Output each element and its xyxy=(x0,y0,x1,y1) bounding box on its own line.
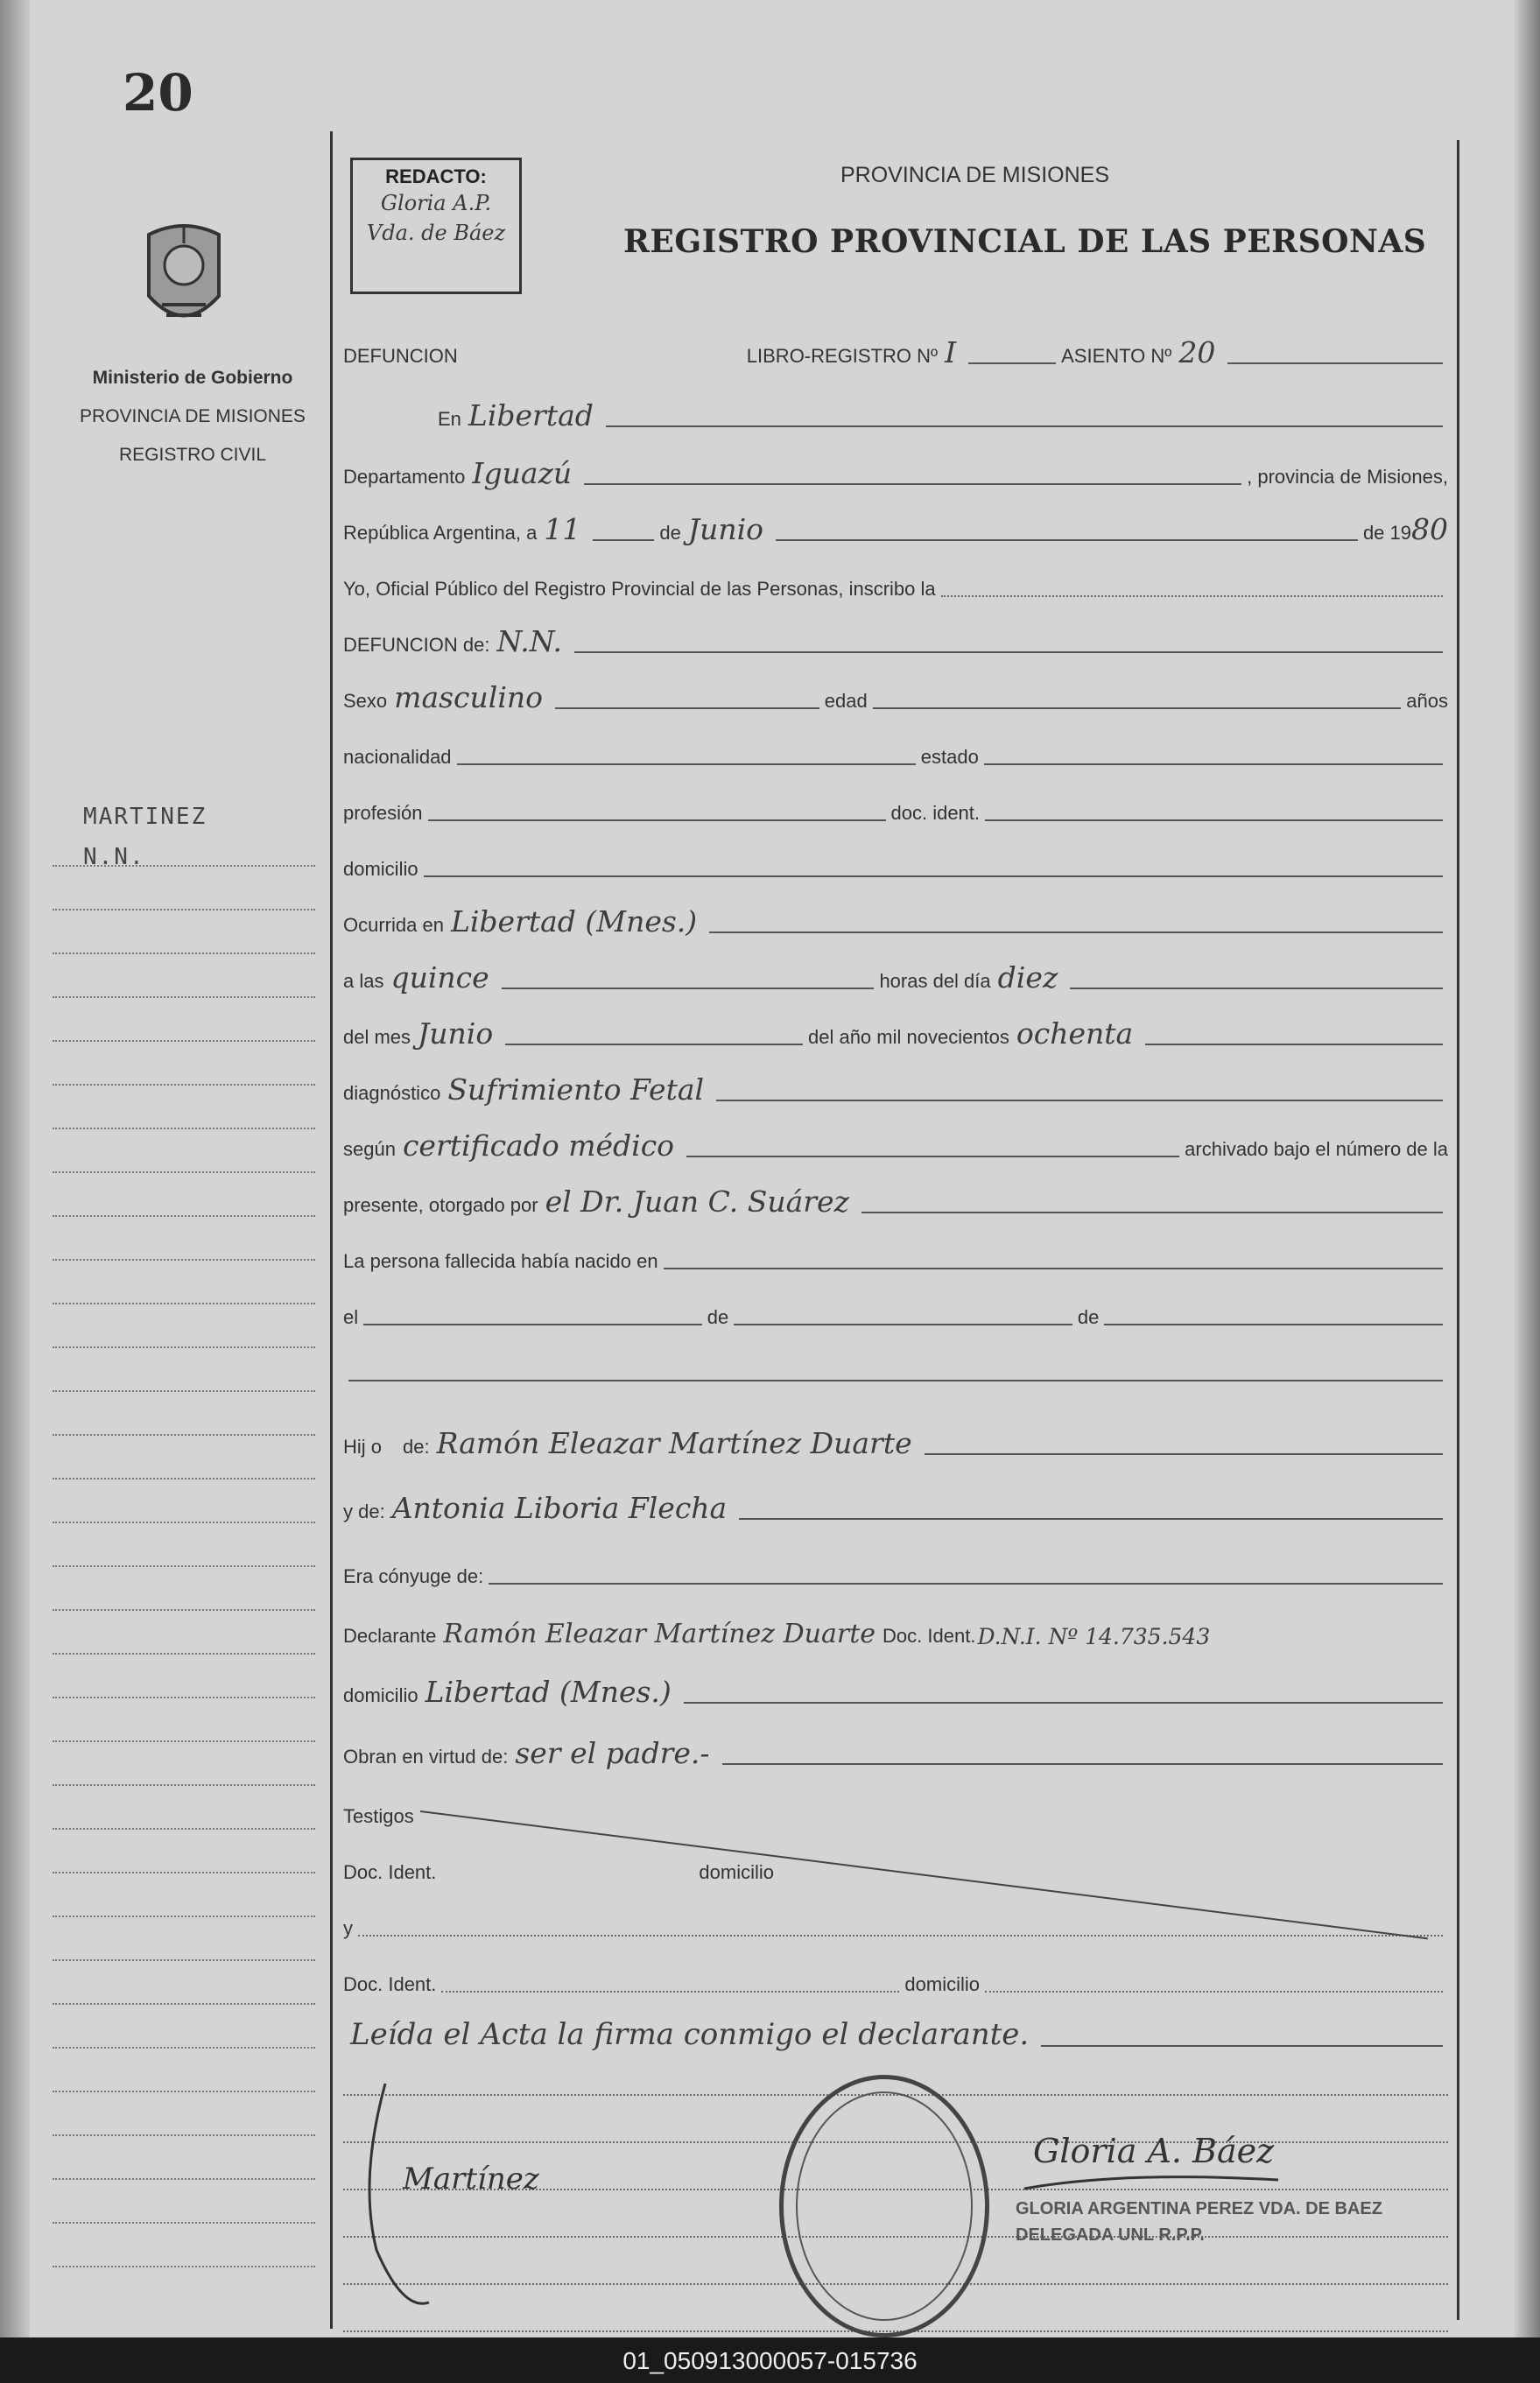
declarant-signature xyxy=(350,2075,560,2320)
declarante-label: Declarante xyxy=(343,1625,437,1647)
row-hora xyxy=(343,954,1448,995)
del-anio-value: ochenta xyxy=(1016,1016,1134,1051)
decl-doc-label: Doc. Ident. xyxy=(883,1625,976,1647)
row-defuncion-de xyxy=(343,618,1448,658)
ocurrida-label: Ocurrida en xyxy=(343,914,444,936)
ministry-province: PROVINCIA DE MISIONES xyxy=(80,406,306,426)
estado-label: estado xyxy=(920,746,979,768)
sexo-label: Sexo xyxy=(343,690,388,712)
a-las-label: a las xyxy=(343,970,384,992)
row-y xyxy=(343,1901,1448,1942)
segun-label: según xyxy=(343,1138,396,1160)
ministry-name: Ministerio de Gobierno xyxy=(92,368,293,388)
segun-value: certificado médico xyxy=(402,1128,675,1163)
seal-caption xyxy=(1016,2196,1382,2248)
hijo-de-label: de: xyxy=(403,1436,430,1458)
defuncion-de-value: N.N. xyxy=(496,624,562,658)
coat-of-arms-icon xyxy=(131,217,236,340)
declarant-signature-text: Martínez xyxy=(403,2162,539,2197)
conyuge-label: Era cónyuge de: xyxy=(343,1565,484,1587)
obran-label: Obran en virtud de: xyxy=(343,1746,509,1768)
decl-doc-value: D.N.I. Nº 14.735.543 xyxy=(977,1624,1211,1649)
redacto-box xyxy=(350,158,522,294)
header-registry: REGISTRO PROVINCIAL DE LAS PERSONAS xyxy=(623,223,1427,260)
row-decl-domicilio xyxy=(343,1669,1448,1709)
y-de-value: Antonia Liboria Flecha xyxy=(391,1491,728,1525)
presente-value: el Dr. Juan C. Suárez xyxy=(545,1184,849,1219)
decl-domicilio-label: domicilio xyxy=(343,1684,418,1706)
row-obran xyxy=(343,1730,1448,1770)
seal-caption-line2: DELEGADA UNL R.P.P. xyxy=(1016,2225,1205,2245)
edad-label: edad xyxy=(824,690,868,712)
presente-label: presente, otorgado por xyxy=(343,1194,538,1216)
form-right-border xyxy=(1457,140,1459,2320)
republica-label: República Argentina, a xyxy=(343,522,538,544)
provincia-text: , provincia de Misiones, xyxy=(1247,466,1448,488)
row-domicilio xyxy=(343,842,1448,882)
row-hijo xyxy=(343,1420,1448,1460)
row-testigo2 xyxy=(343,1958,1448,1998)
sexo-value: masculino xyxy=(394,680,544,714)
official-signature-text: Gloria A. Báez xyxy=(1033,2132,1275,2170)
del-anio-label: del año mil novecientos xyxy=(807,1026,1009,1048)
redacto-role: Vda. de Báez xyxy=(366,221,506,245)
horas-label: horas del día xyxy=(879,970,991,992)
de-b-label: de xyxy=(1077,1306,1100,1328)
decl-domicilio-value: Libertad (Mnes.) xyxy=(425,1675,672,1709)
official-seal xyxy=(779,2075,989,2337)
ministry-registry: REGISTRO CIVIL xyxy=(118,445,267,465)
departamento-value: Iguazú xyxy=(472,456,573,490)
nacionalidad-label: nacionalidad xyxy=(343,746,452,768)
libro-label: LIBRO-REGISTRO Nº xyxy=(746,345,939,367)
domicilio2-label: domicilio xyxy=(904,1973,980,1995)
doc-ident2-label: Doc. Ident. xyxy=(343,1973,437,1995)
page-right-edge xyxy=(1514,0,1540,2337)
domicilio-label: domicilio xyxy=(343,858,418,880)
diagnostico-label: diagnóstico xyxy=(343,1082,441,1104)
row-presente xyxy=(343,1178,1448,1219)
row-y-de xyxy=(343,1485,1448,1525)
defuncion-de-label: DEFUNCION de: xyxy=(343,634,490,656)
row-oficial xyxy=(343,562,1448,602)
scan-identifier: 01_050913000057-015736 xyxy=(622,2347,918,2374)
row-nacido-fecha xyxy=(343,1290,1448,1331)
row-blank xyxy=(343,1346,1448,1387)
el-label: el xyxy=(343,1306,359,1328)
oficial-text: Yo, Oficial Público del Registro Provincial de las Personas, inscribo la xyxy=(343,578,936,600)
hijo-label: Hij o xyxy=(343,1436,383,1458)
defuncion-label: DEFUNCION xyxy=(343,345,458,367)
form-left-border xyxy=(330,131,333,2329)
profesion-label: profesión xyxy=(343,802,423,824)
row-mes xyxy=(343,1010,1448,1051)
doc-ident-label: doc. ident. xyxy=(890,802,981,824)
del-mes-label: del mes xyxy=(343,1026,411,1048)
departamento-label: Departamento xyxy=(343,466,466,488)
row-nacionalidad xyxy=(343,730,1448,770)
seal-caption-line1: GLORIA ARGENTINA PEREZ VDA. DE BAEZ xyxy=(1016,2199,1382,2218)
hijo-value: Ramón Eleazar Martínez Duarte xyxy=(436,1426,912,1460)
row-libro xyxy=(343,329,1448,369)
dia-value: 11 xyxy=(544,512,581,546)
en-value: Libertad xyxy=(468,398,594,432)
row-fecha xyxy=(343,506,1448,546)
margin-surname: MARTINEZ xyxy=(83,804,207,830)
row-leida xyxy=(343,2012,1448,2052)
domicilio1-label: domicilio xyxy=(699,1861,774,1883)
ocurrida-value: Libertad (Mnes.) xyxy=(450,904,698,938)
leida-value: Leída el Acta la firma conmigo el declarante. xyxy=(350,2017,1030,2052)
redacto-label: REDACTO: xyxy=(385,165,487,187)
row-testigos xyxy=(343,1789,1448,1830)
row-departamento xyxy=(343,450,1448,490)
asiento-value: 20 xyxy=(1178,335,1216,369)
row-segun xyxy=(343,1122,1448,1163)
del-mes-value: Junio xyxy=(418,1016,494,1051)
row-nacido xyxy=(343,1234,1448,1275)
page-number: 20 xyxy=(123,63,193,123)
row-en xyxy=(343,392,1448,432)
nacido-label: La persona fallecida había nacido en xyxy=(343,1250,658,1272)
de-label: de xyxy=(659,522,681,544)
y-label: y xyxy=(343,1917,353,1939)
declarante-value: Ramón Eleazar Martínez Duarte xyxy=(443,1619,876,1649)
row-diagnostico xyxy=(343,1066,1448,1107)
row-sexo xyxy=(343,674,1448,714)
margin-ruled-lines xyxy=(53,823,315,2267)
obran-value: ser el padre.- xyxy=(515,1736,710,1770)
archivado-label: archivado bajo el número de la xyxy=(1185,1138,1448,1160)
asiento-label: ASIENTO Nº xyxy=(1061,345,1172,367)
libro-value: I xyxy=(945,335,957,369)
book-spine-edge xyxy=(0,0,30,2337)
y-de-label: y de: xyxy=(343,1501,385,1522)
doc-ident1-label: Doc. Ident. xyxy=(343,1861,437,1883)
margin-name: N.N. xyxy=(83,844,145,870)
en-label: En xyxy=(438,408,461,430)
horas-value: diez xyxy=(997,960,1058,995)
de-a-label: de xyxy=(707,1306,729,1328)
redacto-name: Gloria A.P. xyxy=(380,191,492,215)
anios-label: años xyxy=(1406,690,1448,712)
mes-value: Junio xyxy=(687,512,764,546)
de19-label: de 19 xyxy=(1362,522,1411,544)
row-conyuge xyxy=(343,1550,1448,1590)
ministry-block xyxy=(53,359,333,474)
testigos-label: Testigos xyxy=(343,1805,414,1827)
anio-value: 80 xyxy=(1411,512,1448,546)
row-ocurrida xyxy=(343,898,1448,938)
a-las-value: quince xyxy=(390,960,489,995)
header-province: PROVINCIA DE MISIONES xyxy=(840,163,1110,187)
row-profesion xyxy=(343,786,1448,826)
row-testigo1 xyxy=(343,1845,1448,1886)
diagnostico-value: Sufrimiento Fetal xyxy=(447,1072,705,1107)
row-declarante xyxy=(343,1609,1448,1649)
